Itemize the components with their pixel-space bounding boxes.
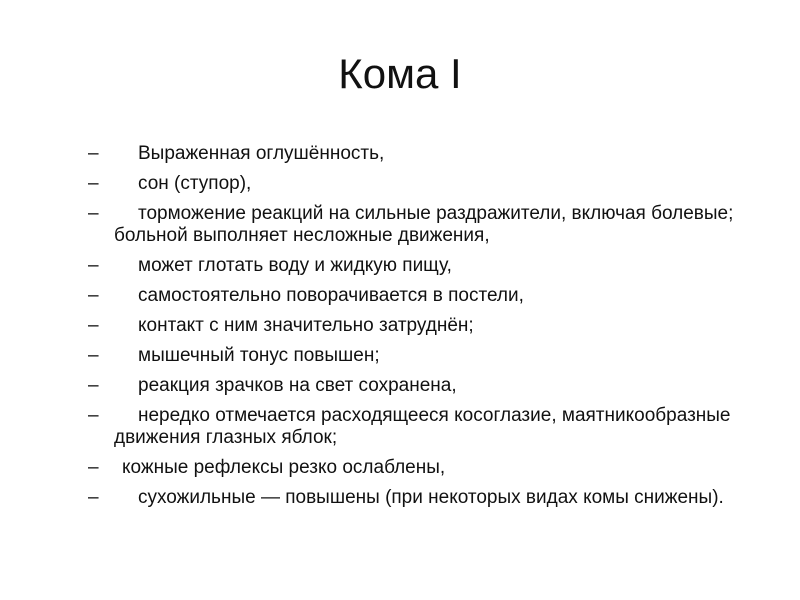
list-item-text: сухожильные — повышены (при некоторых видах комы снижены). <box>138 487 724 508</box>
list-item <box>88 457 768 479</box>
list-item <box>88 487 768 509</box>
bullet-marker: – <box>88 457 99 478</box>
bullet-marker: – <box>88 173 99 194</box>
bullet-marker: – <box>88 143 99 164</box>
list-item-text: мышечный тонус повышен; <box>138 345 380 366</box>
list-item <box>88 255 768 277</box>
list-item-text: реакция зрачков на свет сохранена, <box>138 375 457 396</box>
bullet-marker: – <box>88 375 99 396</box>
bullet-marker: – <box>88 487 99 508</box>
bullet-marker: – <box>88 255 99 276</box>
list-item-text: контакт с ним значительно затруднён; <box>138 315 474 336</box>
bullet-marker: – <box>88 315 99 336</box>
list-item <box>88 285 768 307</box>
bullet-marker: – <box>88 285 99 306</box>
list-item <box>88 203 768 247</box>
slide-title: Кома I <box>338 50 462 97</box>
list-item <box>88 143 768 165</box>
bullet-marker: – <box>88 405 99 426</box>
list-item <box>88 405 768 449</box>
list-item <box>88 173 768 195</box>
bullet-list <box>88 143 768 517</box>
list-item-text: Выраженная оглушённость, <box>138 143 385 164</box>
list-item <box>88 345 768 367</box>
list-item-text: нередко отмечается расходящееся косоглазие, маятникообразные движения глазных яблок; <box>114 405 731 448</box>
list-item-text: самостоятельно поворачивается в постели, <box>138 285 524 306</box>
list-item-text: сон (ступор), <box>138 173 252 194</box>
list-item-text: может глотать воду и жидкую пищу, <box>138 255 452 276</box>
list-item <box>88 315 768 337</box>
list-item-text: кожные рефлексы резко ослаблены, <box>122 457 446 478</box>
bullet-marker: – <box>88 345 99 366</box>
list-item-text: торможение реакций на сильные раздражители, включая болевые; больной выполняет несложные движения, <box>114 203 734 246</box>
list-item <box>88 375 768 397</box>
bullet-marker: – <box>88 203 99 224</box>
